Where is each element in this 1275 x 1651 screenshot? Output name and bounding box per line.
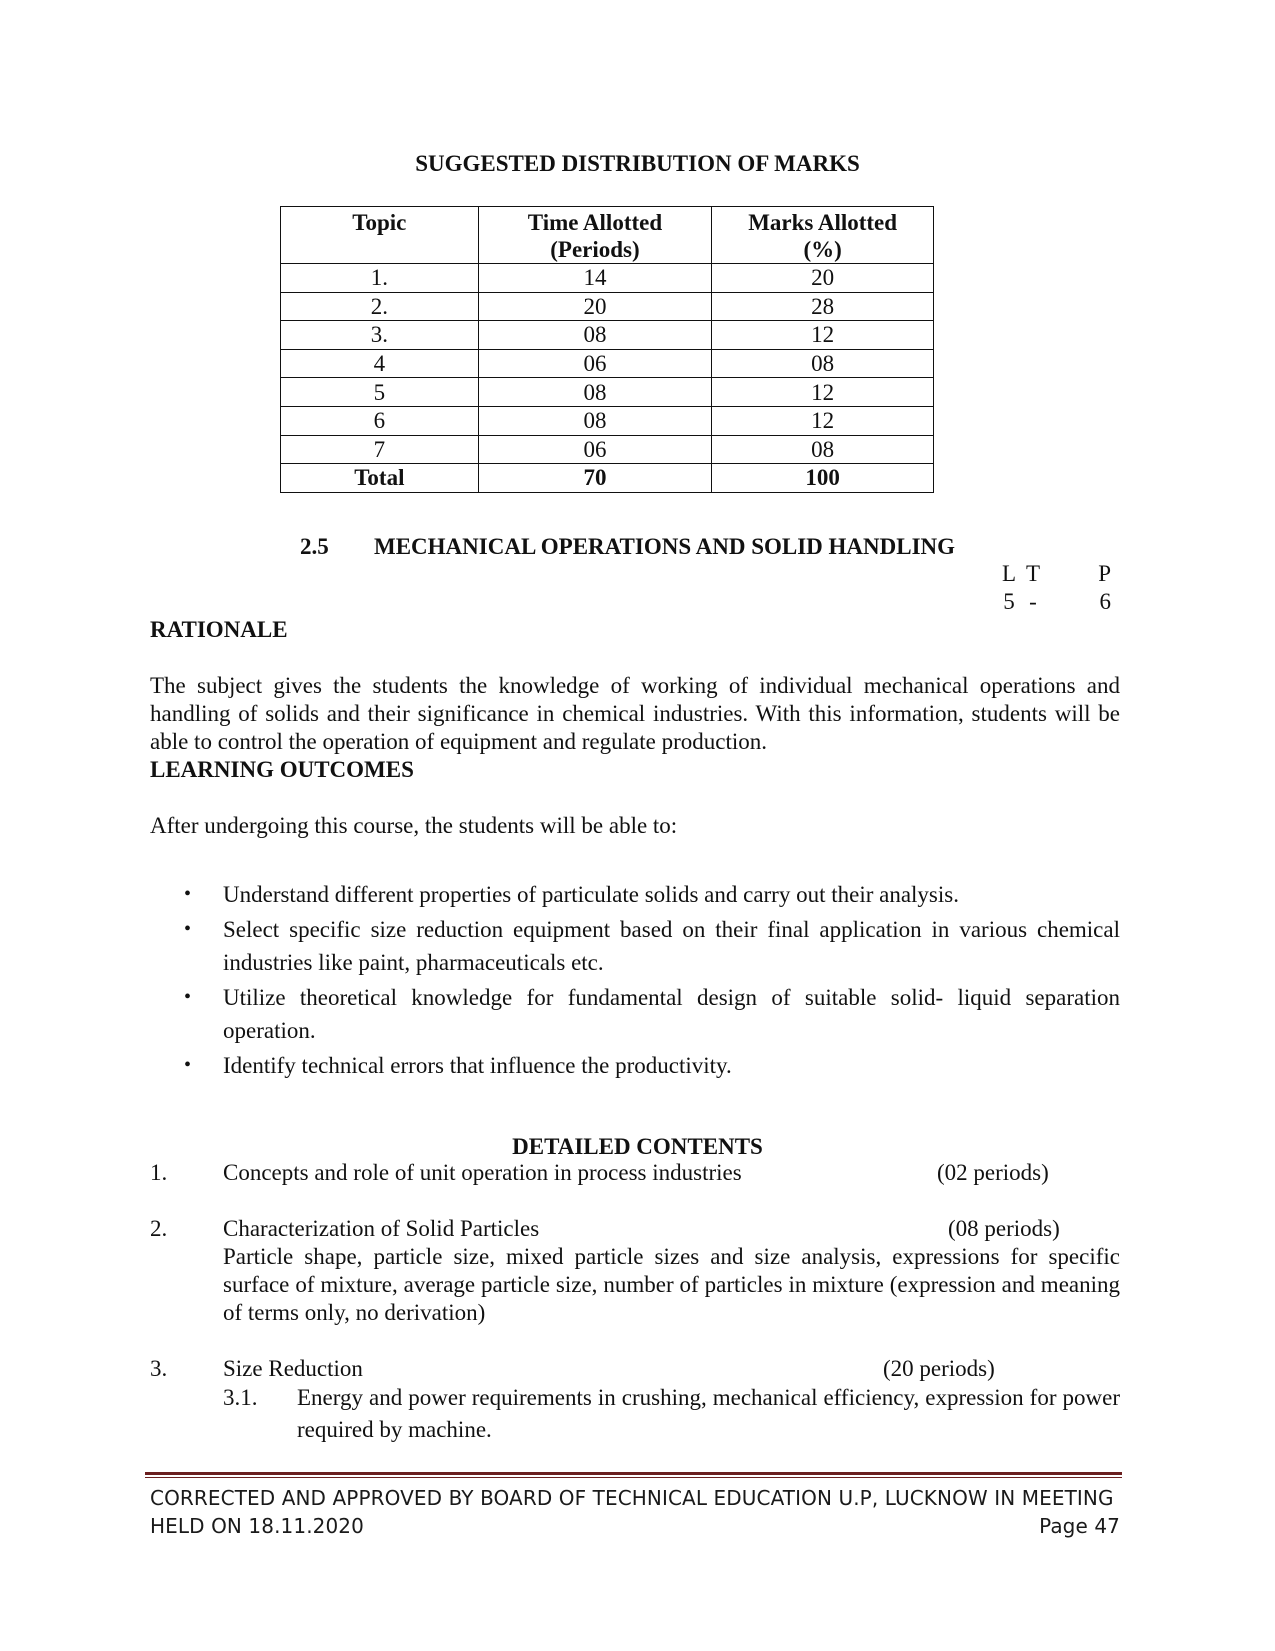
table-row <box>281 406 934 435</box>
cell-topic: 4 <box>281 349 479 378</box>
content-subitem-text: Energy and power requirements in crushing, mechanical efficiency, expression for power required by machine. <box>297 1385 1120 1442</box>
cell-topic: 6 <box>281 406 479 435</box>
learning-outcomes-heading: LEARNING OUTCOMES <box>150 757 414 782</box>
cell-time: 06 <box>478 435 712 464</box>
ltp-value-p: 6 <box>1099 589 1111 614</box>
ltp-value-t: - <box>1029 589 1037 614</box>
footer-line-1: CORRECTED AND APPROVED BY BOARD OF TECHNICAL EDUCATION U.P, LUCKNOW IN MEETING <box>150 1486 1114 1510</box>
table-row <box>281 378 934 407</box>
subject-title: MECHANICAL OPERATIONS AND SOLID HANDLING <box>374 534 956 559</box>
ltp-header-l: L <box>1001 561 1017 586</box>
ltp-values-row <box>999 588 1111 616</box>
cell-marks: 28 <box>712 292 934 321</box>
cell-total-time: 70 <box>478 464 712 493</box>
content-item-title: Concepts and role of unit operation in process industries <box>223 1160 742 1185</box>
cell-topic: 2. <box>281 292 479 321</box>
content-subitem <box>223 1382 1120 1446</box>
list-item: • Understand different properties of particulate solids and carry out their analysis. <box>150 878 1120 911</box>
cell-marks: 20 <box>712 264 934 293</box>
content-item-title: Size Reduction <box>223 1356 363 1381</box>
subject-heading <box>300 533 955 561</box>
table-total-row <box>281 464 934 493</box>
content-item-number: 3. <box>150 1356 168 1381</box>
column-header-time-allotted: Time Allotted (Periods) <box>478 207 712 264</box>
table-header-row <box>281 207 934 264</box>
learning-outcomes-list <box>150 878 1120 1084</box>
page-footer <box>150 1484 1120 1540</box>
table-row <box>281 321 934 350</box>
rationale-text: The subject gives the students the knowledge of working of individual mechanical operations and handling of solids and their significance in chemical industries. With this information, students will be able to control the operation of equipment and regulate production. <box>150 673 1120 754</box>
bullet-icon: • <box>184 918 192 940</box>
ltp-block <box>999 560 1111 616</box>
bullet-icon: • <box>184 1054 192 1076</box>
cell-total-marks: 100 <box>712 464 934 493</box>
cell-topic: 7 <box>281 435 479 464</box>
ltp-header-t: T <box>1025 561 1041 586</box>
list-item: • Select specific size reduction equipment based on their final application in various chemical industries like paint, pharmaceuticals etc. <box>150 913 1120 979</box>
cell-marks: 12 <box>712 406 934 435</box>
table-row <box>281 292 934 321</box>
page-number: Page 47 <box>1039 1514 1120 1538</box>
cell-time: 08 <box>478 321 712 350</box>
content-item-periods: (02 periods) <box>937 1160 1049 1185</box>
table-row <box>281 264 934 293</box>
cell-time: 08 <box>478 378 712 407</box>
bullet-icon: • <box>184 883 192 905</box>
cell-time: 20 <box>478 292 712 321</box>
marks-distribution-heading: SUGGESTED DISTRIBUTION OF MARKS <box>415 151 860 176</box>
subject-number: 2.5 <box>300 534 329 559</box>
content-item-periods: (20 periods) <box>883 1356 995 1381</box>
learning-outcomes-intro: After undergoing this course, the students will be able to: <box>150 813 678 838</box>
footer-divider <box>145 1472 1122 1475</box>
content-item-title: Characterization of Solid Particles <box>223 1216 540 1241</box>
content-item-number: 1. <box>150 1160 168 1185</box>
content-item-periods: (08 periods) <box>948 1216 1060 1241</box>
rationale-heading: RATIONALE <box>150 617 288 642</box>
cell-topic: 5 <box>281 378 479 407</box>
cell-topic: 1. <box>281 264 479 293</box>
list-item: • Utilize theoretical knowledge for fundamental design of suitable solid- liquid separation operation. <box>150 981 1120 1047</box>
cell-time: 08 <box>478 406 712 435</box>
cell-total-label: Total <box>281 464 479 493</box>
table-row <box>281 349 934 378</box>
cell-time: 06 <box>478 349 712 378</box>
cell-marks: 12 <box>712 378 934 407</box>
ltp-header-row <box>999 560 1111 588</box>
list-item: • Identify technical errors that influence the productivity. <box>150 1049 1120 1082</box>
cell-marks: 08 <box>712 349 934 378</box>
footer-divider-thin <box>145 1477 1122 1478</box>
content-item-description: Particle shape, particle size, mixed particle sizes and size analysis, expressions for specific surface of mixture, average particle size, number of particles in mixture (expression and meaning of terms only, no derivation) <box>223 1244 1120 1325</box>
cell-marks: 08 <box>712 435 934 464</box>
content-subitem-number: 3.1. <box>223 1385 258 1410</box>
ltp-value-l: 5 <box>1003 589 1015 614</box>
table-row <box>281 435 934 464</box>
detailed-contents-heading: DETAILED CONTENTS <box>512 1134 763 1159</box>
column-header-topic: Topic <box>281 207 479 264</box>
footer-line-2: HELD ON 18.11.2020 <box>150 1514 364 1538</box>
cell-marks: 12 <box>712 321 934 350</box>
content-item-number: 2. <box>150 1216 168 1241</box>
marks-distribution-table <box>280 206 934 493</box>
column-header-marks-allotted: Marks Allotted (%) <box>712 207 934 264</box>
bullet-icon: • <box>184 986 192 1008</box>
ltp-header-p: P <box>1098 561 1111 586</box>
cell-topic: 3. <box>281 321 479 350</box>
cell-time: 14 <box>478 264 712 293</box>
